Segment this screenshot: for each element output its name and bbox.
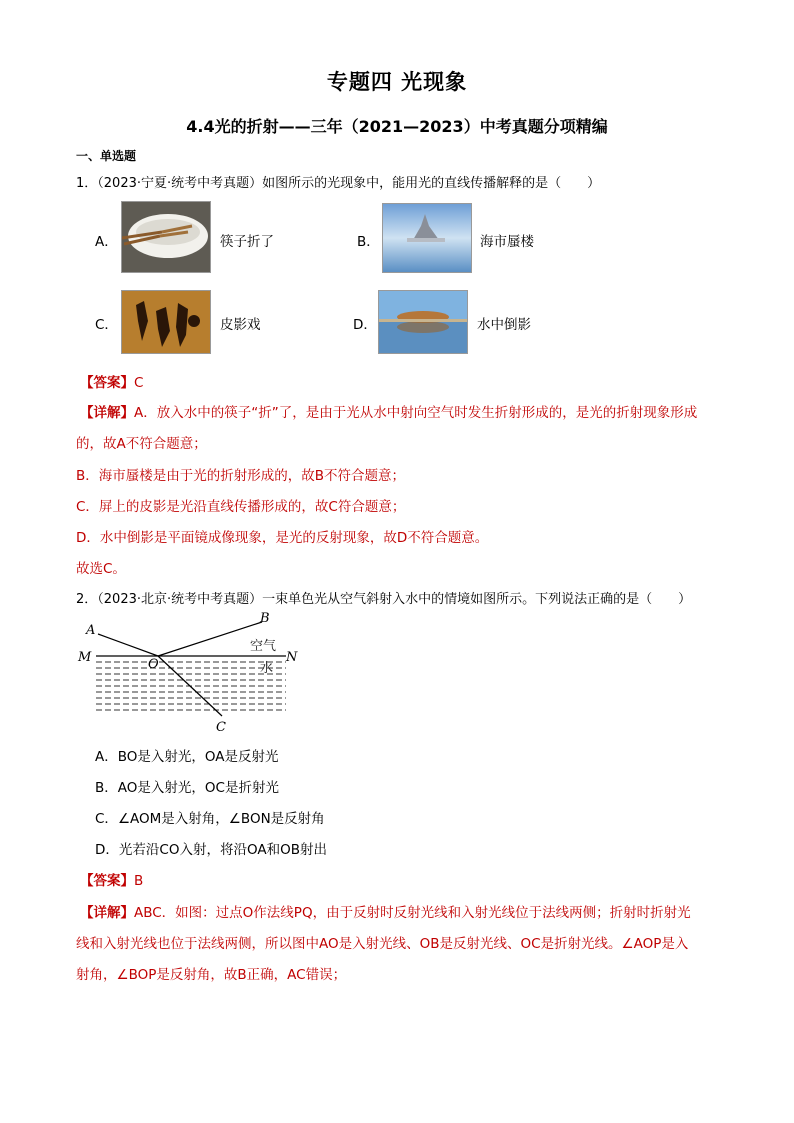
q2-detail-line-2: 线和入射光线也位于法线两侧，所以图中AO是入射光线、OB是反射光线、OC是折射光线。∠AOP是入 [76,936,689,952]
q1-option-b-text: 海市蜃楼 [480,234,534,250]
answer-value: C [134,375,144,391]
detail-tag: 【详解】 [80,905,134,921]
q1-option-d-text: 水中倒影 [477,317,531,333]
q1-option-a-text: 筷子折了 [220,234,274,250]
q2-detail-line-3: 射角，∠BOP是反射角，故B正确，AC错误； [76,967,347,983]
answer-tag: 【答案】 [80,873,134,889]
q2-option-c: C．∠AOM是入射角，∠BON是反射角 [95,811,325,827]
detail-tag: 【详解】 [80,405,134,421]
q1-option-c-text: 皮影戏 [220,317,261,333]
q1-stem: 1．（2023·宁夏·统考中考真题）如图所示的光现象中，能用光的直线传播解释的是（ ） [76,176,601,191]
q2-option-a: A．BO是入射光，OA是反射光 [95,749,279,765]
q2-option-b: B．AO是入射光，OC是折射光 [95,780,279,796]
section-heading: 一、单选题 [76,149,137,163]
label-n: N [286,650,298,665]
label-m: M [78,650,92,665]
label-b: B [260,612,270,626]
label-air: 空气 [250,639,277,654]
q1-detail-line-5: D．水中倒影是平面镜成像现象，是光的反射现象，故D不符合题意。 [76,530,489,546]
mirage-image [382,203,472,273]
answer-value: B [134,873,144,889]
q1-option-c-letter: C． [95,317,118,333]
q1-detail-line-6: 故选C。 [76,561,126,577]
label-a: A [86,623,96,638]
q1-answer [80,371,143,391]
q2-detail-line-1: 【详解】ABC．如图：过点O作法线PQ，由于反射时反射光线和入射光线位于法线两侧；折射时折射光 [80,905,691,921]
label-water: 水 [260,661,274,676]
q1-option-d-letter: D． [353,317,377,333]
shadow-play-image [121,290,211,354]
label-c: C [216,720,226,735]
page-subtitle: 4.4光的折射——三年（2021—2023）中考真题分项精编 [186,117,608,136]
q2-stem: 2．（2023·北京·统考中考真题）一束单色光从空气斜射入水中的情境如图所示。下列说法正确的是（ ） [76,592,692,607]
q1-detail-line-4: C．屏上的皮影是光沿直线传播形成的，故C符合题意； [76,499,406,515]
answer-tag: 【答案】 [80,375,134,391]
label-o: O [148,657,159,672]
q1-option-b-letter: B． [357,234,380,250]
q1-option-a-letter: A． [95,234,118,250]
q1-detail-line-1: 【详解】A．放入水中的筷子“折”了，是由于光从水中射向空气时发生折射形成的，是光的折射现象形成 [80,405,698,421]
q1-detail-line-2: 的，故A不符合题意； [76,436,207,452]
refraction-diagram [76,612,306,736]
refraction-diagram-svg [76,612,306,736]
chopsticks-bowl-image [121,201,211,273]
water-reflection-image [378,290,468,354]
q2-answer [80,869,143,889]
q1-detail-line-3: B．海市蜃楼是由于光的折射形成的，故B不符合题意； [76,468,406,484]
q2-option-d: D．光若沿CO入射，将沿OA和OB射出 [95,842,327,858]
page-title: 专题四 光现象 [326,70,468,94]
